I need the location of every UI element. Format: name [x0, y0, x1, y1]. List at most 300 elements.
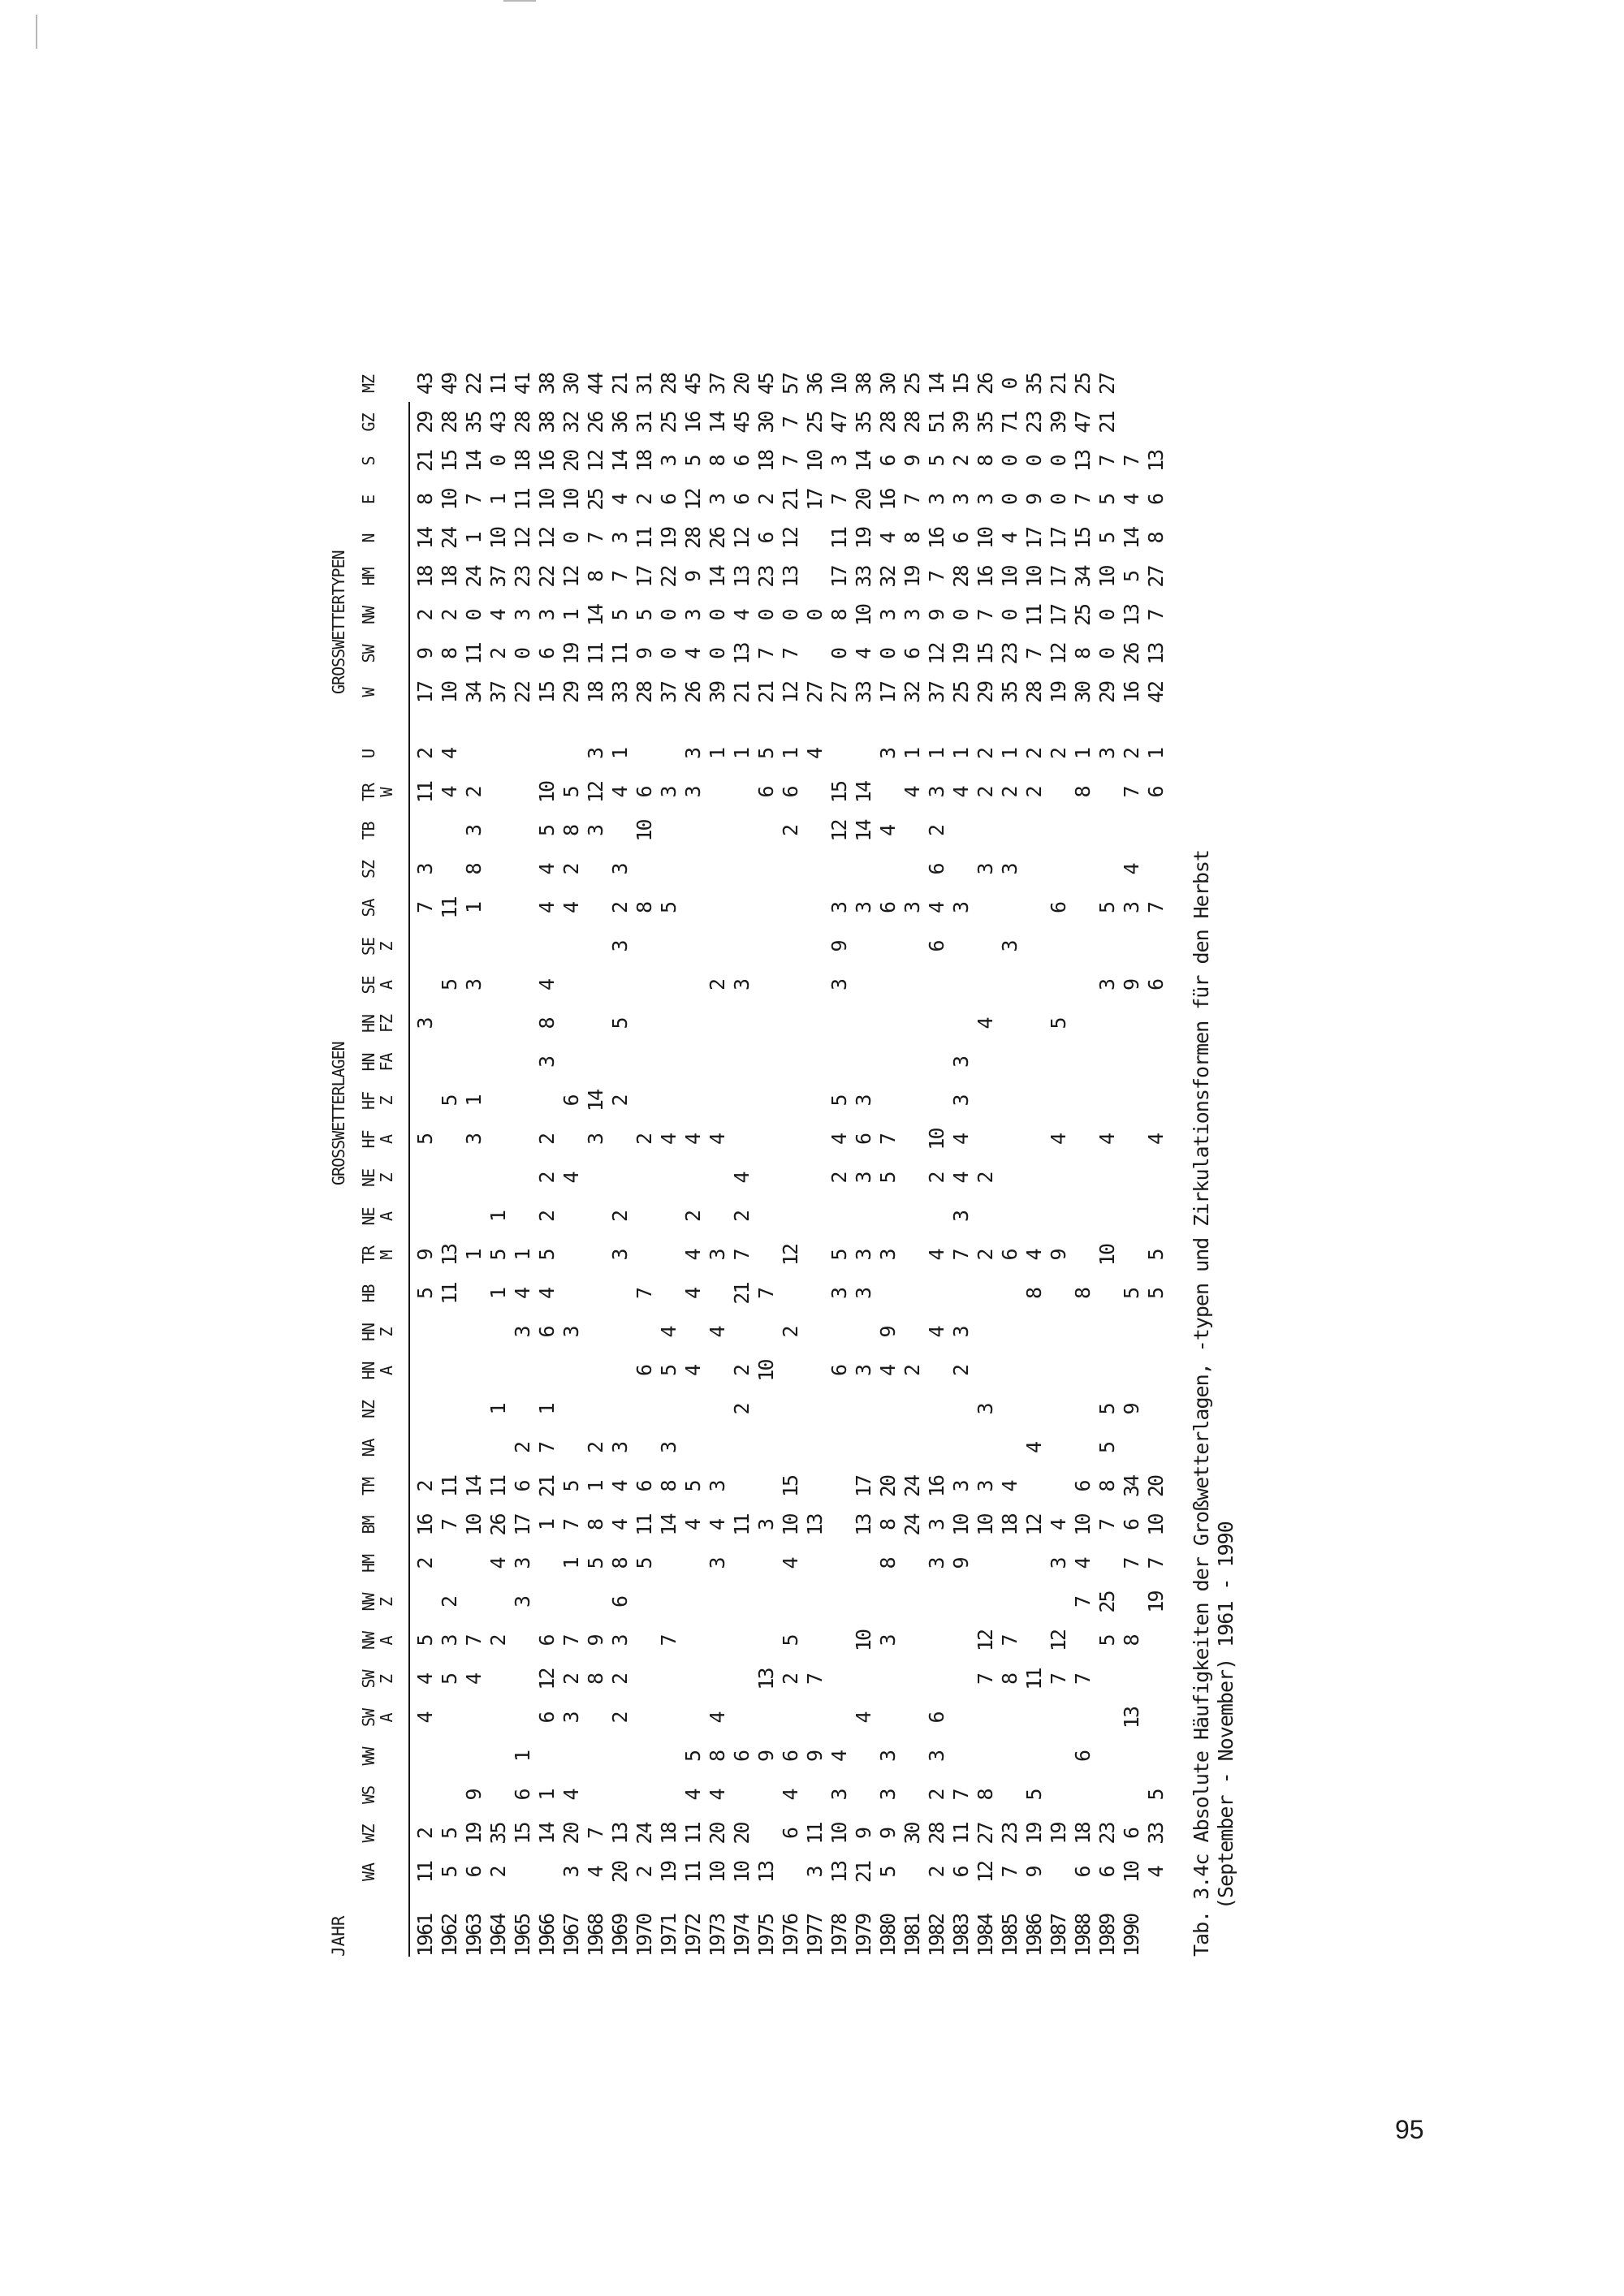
table-cell: 0	[559, 533, 583, 544]
table-cell: 4	[608, 787, 632, 798]
table-cell: 5	[438, 1095, 461, 1107]
table-cell: 12	[974, 1861, 997, 1884]
table-cell: 6	[1047, 902, 1070, 914]
table-cell: 1	[706, 748, 729, 760]
table-cell: 7	[827, 494, 851, 506]
table-cell: 12	[1047, 1629, 1070, 1652]
table-cell: 38	[535, 373, 559, 395]
table-cell: 51	[925, 412, 948, 434]
table-cell: 5	[535, 825, 559, 837]
table-cell: 35	[462, 412, 486, 434]
table-cell: 4	[1022, 1442, 1046, 1454]
table-cell: 1	[535, 1404, 559, 1415]
table-cell: 19	[852, 527, 875, 550]
table-cell: 8	[998, 1673, 1021, 1685]
table-cell: 7	[730, 1249, 754, 1261]
table-cell: 4	[1095, 1133, 1119, 1146]
table-cell: 11	[827, 527, 851, 550]
table-cell: 49	[438, 373, 461, 395]
table-cell: 5	[1095, 1635, 1119, 1646]
table-cell: 13	[1120, 604, 1143, 627]
table-cell: 7	[949, 1789, 973, 1801]
table-cell: 28	[925, 1823, 948, 1845]
year-cell: 1966	[535, 1914, 559, 1957]
table-cell: 8	[584, 571, 607, 583]
table-cell: 4	[779, 1558, 802, 1569]
table-cell: 9	[901, 455, 924, 467]
table-cell: 8	[1071, 787, 1095, 798]
table-cell: 19	[657, 1861, 680, 1884]
table-cell: 9	[754, 1750, 778, 1763]
table-cell: 11	[608, 643, 632, 665]
table-cell: 2	[608, 1211, 632, 1223]
column-header: TB	[359, 822, 378, 840]
table-cell: 5	[559, 1481, 583, 1492]
table-cell: 9	[1120, 1404, 1143, 1415]
table-cell: 2	[413, 1481, 437, 1492]
column-header: MZ	[359, 374, 378, 394]
table-cell: 7	[779, 648, 802, 660]
table-cell: 21	[779, 489, 802, 511]
table-cell: 8	[1022, 1288, 1046, 1300]
table-cell: 5	[559, 787, 583, 798]
year-cell: 1989	[1095, 1914, 1119, 1957]
table-cell: 71	[998, 412, 1021, 434]
table-cell: 4	[681, 648, 705, 660]
table-cell: 6	[779, 1828, 802, 1840]
table-cell: 7	[633, 1288, 656, 1300]
table-cell: 6	[852, 1133, 875, 1146]
year-cell: 1986	[1022, 1914, 1046, 1957]
table-cell: 35	[974, 412, 997, 434]
table-cell: 30	[754, 412, 778, 434]
table-cell: 24	[438, 527, 461, 550]
table-cell: 13	[730, 566, 754, 588]
table-cell: 10	[1071, 1514, 1095, 1536]
table-cell: 7	[559, 1519, 583, 1531]
table-cell: 0	[486, 455, 510, 467]
table-cell: 4	[1120, 864, 1143, 875]
table-cell: 10	[1095, 1244, 1119, 1267]
table-cell: 14	[608, 450, 632, 473]
table-cell: 3	[974, 1404, 997, 1415]
column-header: NZ	[359, 1400, 378, 1419]
table-cell: 37	[657, 681, 680, 704]
table-cell: 13	[754, 1668, 778, 1690]
table-cell: 10	[827, 1823, 851, 1845]
table-cell: 7	[754, 648, 778, 660]
year-cell: 1971	[657, 1914, 680, 1957]
table-cell: 11	[1022, 604, 1046, 627]
column-header: GZ	[359, 413, 378, 432]
table-cell: 4	[779, 1789, 802, 1801]
table-cell: 3	[949, 1481, 973, 1492]
table-cell: 18	[633, 450, 656, 473]
table-cell: 2	[925, 1172, 948, 1184]
table-cell: 6	[1120, 1519, 1143, 1531]
table-cell: 7	[901, 494, 924, 506]
table-cell: 6	[754, 787, 778, 798]
table-cell: 2	[1022, 787, 1046, 798]
column-header: WZ	[359, 1824, 378, 1843]
table-cell: 1	[608, 748, 632, 760]
table-cell: 5	[438, 1828, 461, 1840]
table-cell: 10	[633, 820, 656, 842]
table-cell: 21	[1095, 412, 1119, 434]
table-cell: 17	[852, 1475, 875, 1498]
table-cell: 9	[852, 1828, 875, 1840]
table-cell: 2	[559, 864, 583, 875]
table-cell: 6	[511, 1481, 534, 1492]
table-cell: 2	[730, 1211, 754, 1223]
table-cell: 3	[827, 902, 851, 914]
table-cell: 11	[438, 897, 461, 919]
table-cell: 4	[535, 902, 559, 914]
table-cell: 12	[584, 450, 607, 473]
table-cell: 2	[559, 1673, 583, 1685]
table-cell: 28	[633, 681, 656, 704]
table-cell: 1	[1144, 748, 1168, 760]
table-cell: 3	[1095, 748, 1119, 760]
table-cell: 27	[827, 681, 851, 704]
table-cell: 25	[1095, 1591, 1119, 1613]
table-cell: 7	[1120, 787, 1143, 798]
table-cell: 23	[998, 1823, 1021, 1845]
table-cell: 3	[681, 610, 705, 621]
table-cell: 15	[1071, 527, 1095, 550]
table-cell: 5	[633, 610, 656, 621]
column-header: HF A	[359, 1130, 396, 1149]
table-cell: 17	[633, 566, 656, 588]
table-cell: 4	[413, 1673, 437, 1685]
column-header: SE A	[359, 976, 396, 995]
table-cell: 19	[1144, 1591, 1168, 1613]
table-cell: 16	[1120, 681, 1143, 704]
table-cell: 9	[413, 1249, 437, 1261]
table-cell: 2	[974, 1249, 997, 1261]
table-cell: 4	[1022, 1249, 1046, 1261]
table-cell: 3	[706, 1558, 729, 1569]
table-cell: 37	[925, 681, 948, 704]
table-cell: 5	[1095, 494, 1119, 506]
table-cell: 2	[535, 1172, 559, 1184]
table-cell: 3	[413, 864, 437, 875]
table-cell: 6	[779, 1750, 802, 1763]
table-cell: 3	[657, 787, 680, 798]
table-cell: 35	[486, 1823, 510, 1845]
table-cell: 25	[657, 412, 680, 434]
table-cell: 6	[462, 1867, 486, 1878]
table-cell: 6	[633, 1365, 656, 1377]
table-cell: 12	[925, 643, 948, 665]
table-cell: 5	[413, 1288, 437, 1300]
table-cell: 3	[681, 748, 705, 760]
table-cell: 3	[608, 1442, 632, 1454]
table-cell: 10	[559, 489, 583, 511]
table-cell: 31	[633, 373, 656, 395]
table-cell: 5	[1095, 1404, 1119, 1415]
table-cell: 28	[511, 412, 534, 434]
table-cell: 8	[608, 1558, 632, 1569]
table-cell: 0	[657, 610, 680, 621]
table-cell: 6	[730, 455, 754, 467]
table-cell: 3	[1120, 902, 1143, 914]
table-cell: 47	[1071, 412, 1095, 434]
table-cell: 3	[925, 1519, 948, 1531]
table-cell: 10	[1120, 1861, 1143, 1884]
table-cell: 6	[730, 1750, 754, 1763]
table-cell: 6	[1071, 1750, 1095, 1763]
table-cell: 3	[1095, 979, 1119, 991]
table-cell: 5	[413, 1133, 437, 1146]
column-header: NW A	[359, 1631, 396, 1651]
table-cell: 3	[949, 494, 973, 506]
table-cell: 20	[559, 1823, 583, 1845]
year-cell: 1988	[1071, 1914, 1095, 1957]
table-cell: 43	[413, 373, 437, 395]
table-cell: 4	[584, 1867, 607, 1878]
table-cell: 1	[925, 748, 948, 760]
table-cell: 4	[535, 1288, 559, 1300]
table-cell: 18	[584, 681, 607, 704]
table-cell: 4	[559, 1789, 583, 1801]
table-cell: 6	[535, 648, 559, 660]
table-cell: 9	[925, 610, 948, 621]
table-cell: 4	[1144, 1867, 1168, 1878]
table-cell: 6	[608, 1596, 632, 1608]
table-cell: 7	[1144, 610, 1168, 621]
table-cell: 6	[754, 533, 778, 544]
table-cell: 3	[974, 864, 997, 875]
table-cell: 25	[1071, 604, 1095, 627]
year-cell: 1981	[901, 1914, 924, 1957]
table-cell: 14	[706, 412, 729, 434]
table-cell: 12	[535, 1668, 559, 1690]
column-header: NW	[359, 606, 378, 625]
table-cell: 30	[901, 1823, 924, 1845]
table-cell: 0	[827, 648, 851, 660]
table-cell: 0	[462, 610, 486, 621]
table-cell: 7	[438, 1519, 461, 1531]
table-cell: 10	[803, 450, 827, 473]
year-cell: 1984	[974, 1914, 997, 1957]
header-rule	[408, 402, 410, 1957]
table-cell: 2	[779, 1673, 802, 1685]
table-cell: 0	[1047, 455, 1070, 467]
table-cell: 38	[535, 412, 559, 434]
table-cell: 25	[949, 681, 973, 704]
table-cell: 17	[511, 1514, 534, 1536]
table-cell: 14	[413, 527, 437, 550]
year-cell: 1980	[876, 1914, 900, 1957]
table-cell: 2	[633, 494, 656, 506]
table-cell: 4	[559, 1172, 583, 1184]
table-cell: 3	[730, 979, 754, 991]
table-cell: 4	[511, 1288, 534, 1300]
table-cell: 3	[852, 902, 875, 914]
table-cell: 4	[608, 1481, 632, 1492]
table-cell: 9	[462, 1789, 486, 1801]
table-cell: 13	[1120, 1707, 1143, 1729]
table-cell: 3	[608, 1635, 632, 1646]
column-header: U	[359, 749, 378, 759]
year-cell: 1987	[1047, 1914, 1070, 1957]
table-cell: 9	[949, 1558, 973, 1569]
table-cell: 11	[681, 1861, 705, 1884]
table-cell: 10	[1022, 566, 1046, 588]
table-cell: 30	[1071, 681, 1095, 704]
table-cell: 17	[413, 681, 437, 704]
table-cell: 4	[1047, 1519, 1070, 1531]
table-cell: 3	[535, 610, 559, 621]
table-cell: 21	[852, 1861, 875, 1884]
table-cell: 1	[559, 1558, 583, 1569]
table-cell: 4	[730, 1172, 754, 1184]
table-cell: 5	[827, 1249, 851, 1261]
table-cell: 4	[827, 1133, 851, 1146]
table-cell: 4	[974, 1018, 997, 1029]
table-cell: 12	[511, 527, 534, 550]
table-cell: 8	[876, 1519, 900, 1531]
table-cell: 4	[1071, 1558, 1095, 1569]
table-cell: 15	[974, 643, 997, 665]
table-cell: 2	[511, 1442, 534, 1454]
table-cell: 8	[706, 455, 729, 467]
table-cell: 32	[559, 412, 583, 434]
table-cell: 14	[852, 450, 875, 473]
table-cell: 7	[998, 1867, 1021, 1878]
year-cell: 1990	[1120, 1914, 1143, 1957]
table-cell: 4	[876, 825, 900, 837]
table-cell: 3	[511, 610, 534, 621]
table-cell: 8	[413, 494, 437, 506]
year-cell: 1977	[803, 1914, 827, 1957]
table-cell: 4	[608, 1519, 632, 1531]
table-cell: 4	[657, 1133, 680, 1146]
table-cell: 4	[681, 1519, 705, 1531]
table-cell: 3	[827, 455, 851, 467]
table-cell: 4	[803, 748, 827, 760]
table-cell: 7	[754, 1288, 778, 1300]
table-cell: 23	[1022, 412, 1046, 434]
table-cell: 0	[779, 610, 802, 621]
table-cell: 7	[779, 416, 802, 429]
table-cell: 28	[876, 412, 900, 434]
table-cell: 5	[681, 455, 705, 467]
table-cell: 8	[974, 455, 997, 467]
table-cell: 12	[779, 681, 802, 704]
table-cell: 20	[730, 373, 754, 395]
table-cell: 15	[949, 373, 973, 395]
table-cell: 7	[1071, 494, 1095, 506]
table-cell: 9	[803, 1750, 827, 1763]
table-cell: 10	[462, 1514, 486, 1536]
table-cell: 1	[1071, 748, 1095, 760]
table-cell: 17	[1047, 604, 1070, 627]
column-header: NE A	[359, 1207, 396, 1226]
table-cell: 31	[633, 412, 656, 434]
table-cell: 5	[608, 610, 632, 621]
table-cell: 4	[998, 1481, 1021, 1492]
table-cell: 45	[754, 373, 778, 395]
year-cell: 1965	[511, 1914, 534, 1957]
table-cell: 23	[754, 566, 778, 588]
table-cell: 21	[608, 373, 632, 395]
column-header: NW Z	[359, 1593, 396, 1612]
table-cell: 5	[1047, 1018, 1070, 1029]
column-header: TR W	[359, 783, 396, 802]
table-cell: 4	[852, 648, 875, 660]
table-cell: 4	[827, 1750, 851, 1763]
table-cell: 8	[1144, 533, 1168, 544]
table-cell: 2	[998, 787, 1021, 798]
table-cell: 0	[1095, 648, 1119, 660]
column-header: WW	[359, 1747, 378, 1766]
table-cell: 5	[876, 1867, 900, 1878]
table-cell: 0	[657, 648, 680, 660]
year-cell: 1968	[584, 1914, 607, 1957]
table-cell: 7	[974, 610, 997, 621]
column-header: SZ	[359, 860, 378, 879]
table-cell: 2	[925, 1867, 948, 1878]
table-cell: 5	[1120, 571, 1143, 583]
table-cell: 37	[486, 681, 510, 704]
table-cell: 30	[876, 373, 900, 395]
table-cell: 6	[925, 1712, 948, 1724]
table-cell: 14	[852, 820, 875, 842]
table-cell: 39	[949, 412, 973, 434]
table-cell: 5	[1144, 1789, 1168, 1801]
table-cell: 8	[706, 1750, 729, 1763]
table-cell: 6	[876, 455, 900, 467]
table-cell: 18	[438, 566, 461, 588]
table-cell: 1	[462, 533, 486, 544]
table-cell: 3	[1047, 1558, 1070, 1569]
table-cell: 9	[413, 648, 437, 660]
table-cell: 6	[901, 648, 924, 660]
table-cell: 37	[706, 373, 729, 395]
table-cell: 33	[1144, 1823, 1168, 1845]
table-cell: 20	[1144, 1475, 1168, 1498]
table-cell: 3	[949, 1056, 973, 1068]
table-cell: 14	[462, 450, 486, 473]
table-cell: 16	[925, 527, 948, 550]
table-cell: 2	[974, 787, 997, 798]
table-cell: 14	[535, 1823, 559, 1845]
table-cell: 3	[559, 1867, 583, 1878]
table-cell: 13	[1071, 450, 1095, 473]
table-cell: 2	[486, 1867, 510, 1878]
table-cell: 13	[730, 643, 754, 665]
table-cell: 7	[462, 1635, 486, 1646]
table-cell: 4	[876, 1365, 900, 1377]
table-cell: 14	[462, 1475, 486, 1498]
table-cell: 5	[925, 455, 948, 467]
table-cell: 21	[730, 681, 754, 704]
table-cell: 8	[1095, 1481, 1119, 1492]
table-cell: 13	[1144, 643, 1168, 665]
table-cell: 2	[413, 1828, 437, 1840]
table-cell: 13	[803, 1514, 827, 1536]
table-cell: 8	[584, 1519, 607, 1531]
table-cell: 5	[779, 1635, 802, 1646]
table-cell: 5	[1144, 1249, 1168, 1261]
table-cell: 1	[998, 748, 1021, 760]
table-cell: 9	[876, 1828, 900, 1840]
table-cell: 5	[486, 1249, 510, 1261]
table-cell: 1	[730, 748, 754, 760]
table-cell: 17	[1022, 527, 1046, 550]
